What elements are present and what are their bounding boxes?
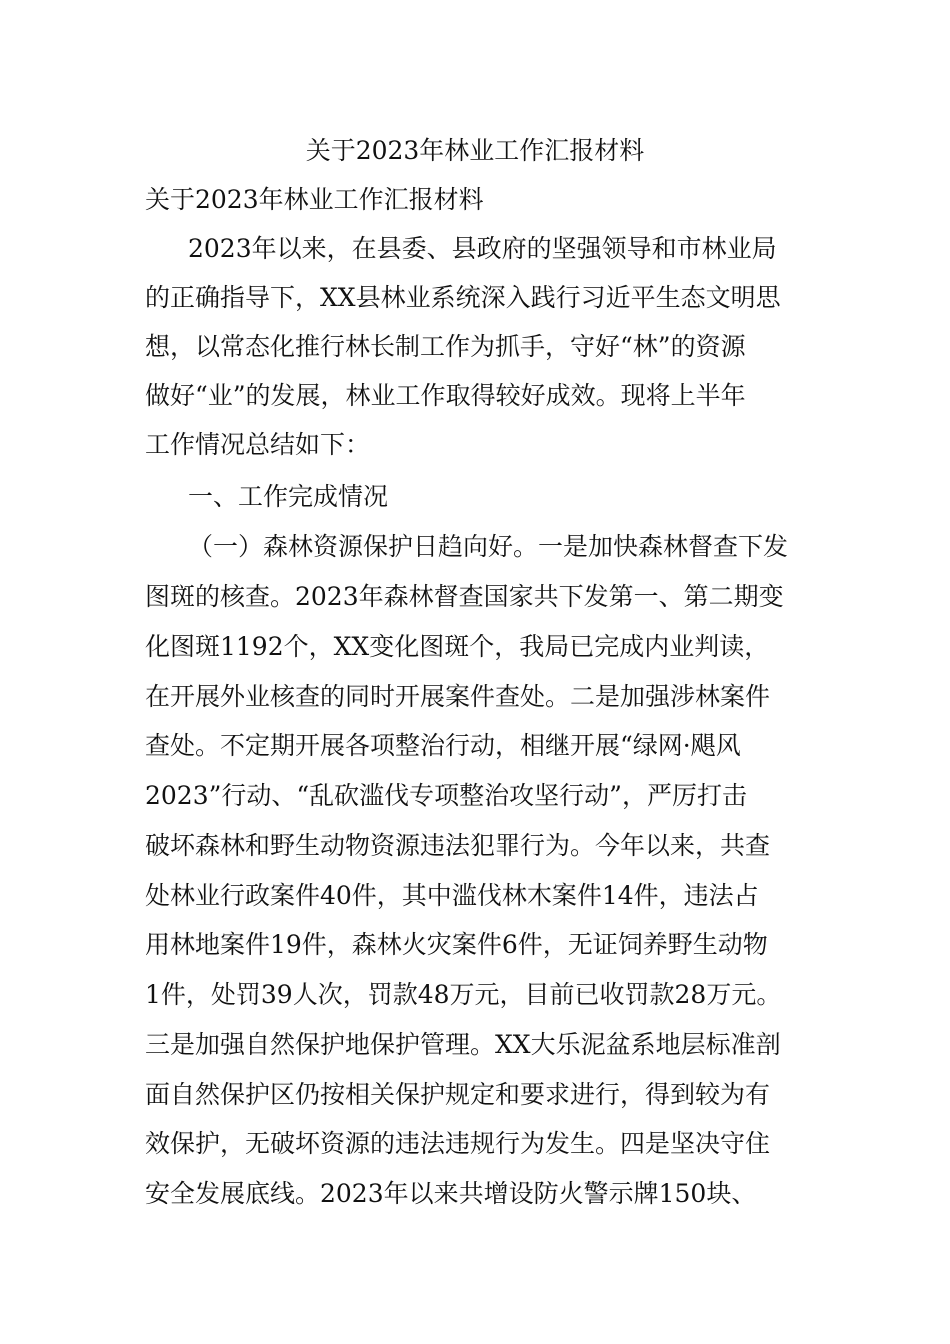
paragraph-line: （一）森林资源保护日趋向好。一是加快森林督查下发 <box>188 532 789 561</box>
document-subtitle: 关于2023年林业工作汇报材料 <box>145 185 484 214</box>
document-title: 关于2023年林业工作汇报材料 <box>305 136 645 165</box>
paragraph-line: 做好“业”的发展，林业工作取得较好成效。现将上半年 <box>145 381 746 410</box>
paragraph-line: 2023”行动、“乱砍滥伐专项整治攻坚行动”，严厉打击 <box>145 781 747 810</box>
paragraph-line: 面自然保护区仍按相关保护规定和要求进行，得到较为有 <box>145 1080 771 1109</box>
paragraph-line: 效保护，无破坏资源的违法违规行为发生。四是坚决守住 <box>145 1129 771 1158</box>
paragraph-line: 用林地案件19件，森林火灾案件6件，无证饲养野生动物 <box>145 930 768 959</box>
paragraph-line: 1件，处罚39人次，罚款48万元，目前已收罚款28万元。 <box>145 980 782 1009</box>
paragraph-line: 处林业行政案件40件，其中滥伐林木案件14件，违法占 <box>145 881 759 910</box>
paragraph-line: 图斑的核查。2023年森林督查国家共下发第一、第二期变 <box>145 582 784 611</box>
paragraph-line: 化图斑1192个，XX变化图斑个，我局已完成内业判读， <box>145 632 770 661</box>
paragraph-line: 查处。不定期开展各项整治行动，相继开展“绿网·飓风 <box>145 731 741 760</box>
paragraph-line: 三是加强自然保护地保护管理。XX大乐泥盆系地层标准剖 <box>145 1030 781 1059</box>
paragraph-line: 破坏森林和野生动物资源违法犯罪行为。今年以来，共查 <box>145 831 771 860</box>
paragraph-line: 安全发展底线。2023年以来共增设防火警示牌150块、 <box>145 1179 757 1208</box>
paragraph-line: 想，以常态化推行林长制工作为抓手，守好“林”的资源 <box>145 332 746 361</box>
paragraph-line: 的正确指导下，XX县林业系统深入践行习近平生态文明思 <box>145 283 781 312</box>
paragraph-line: 在开展外业核查的同时开展案件查处。二是加强涉林案件 <box>145 682 771 711</box>
paragraph-line: 2023年以来，在县委、县政府的坚强领导和市林业局 <box>188 234 777 263</box>
section-heading: 一、工作完成情况 <box>188 482 389 511</box>
paragraph-line: 工作情况总结如下： <box>145 430 371 459</box>
